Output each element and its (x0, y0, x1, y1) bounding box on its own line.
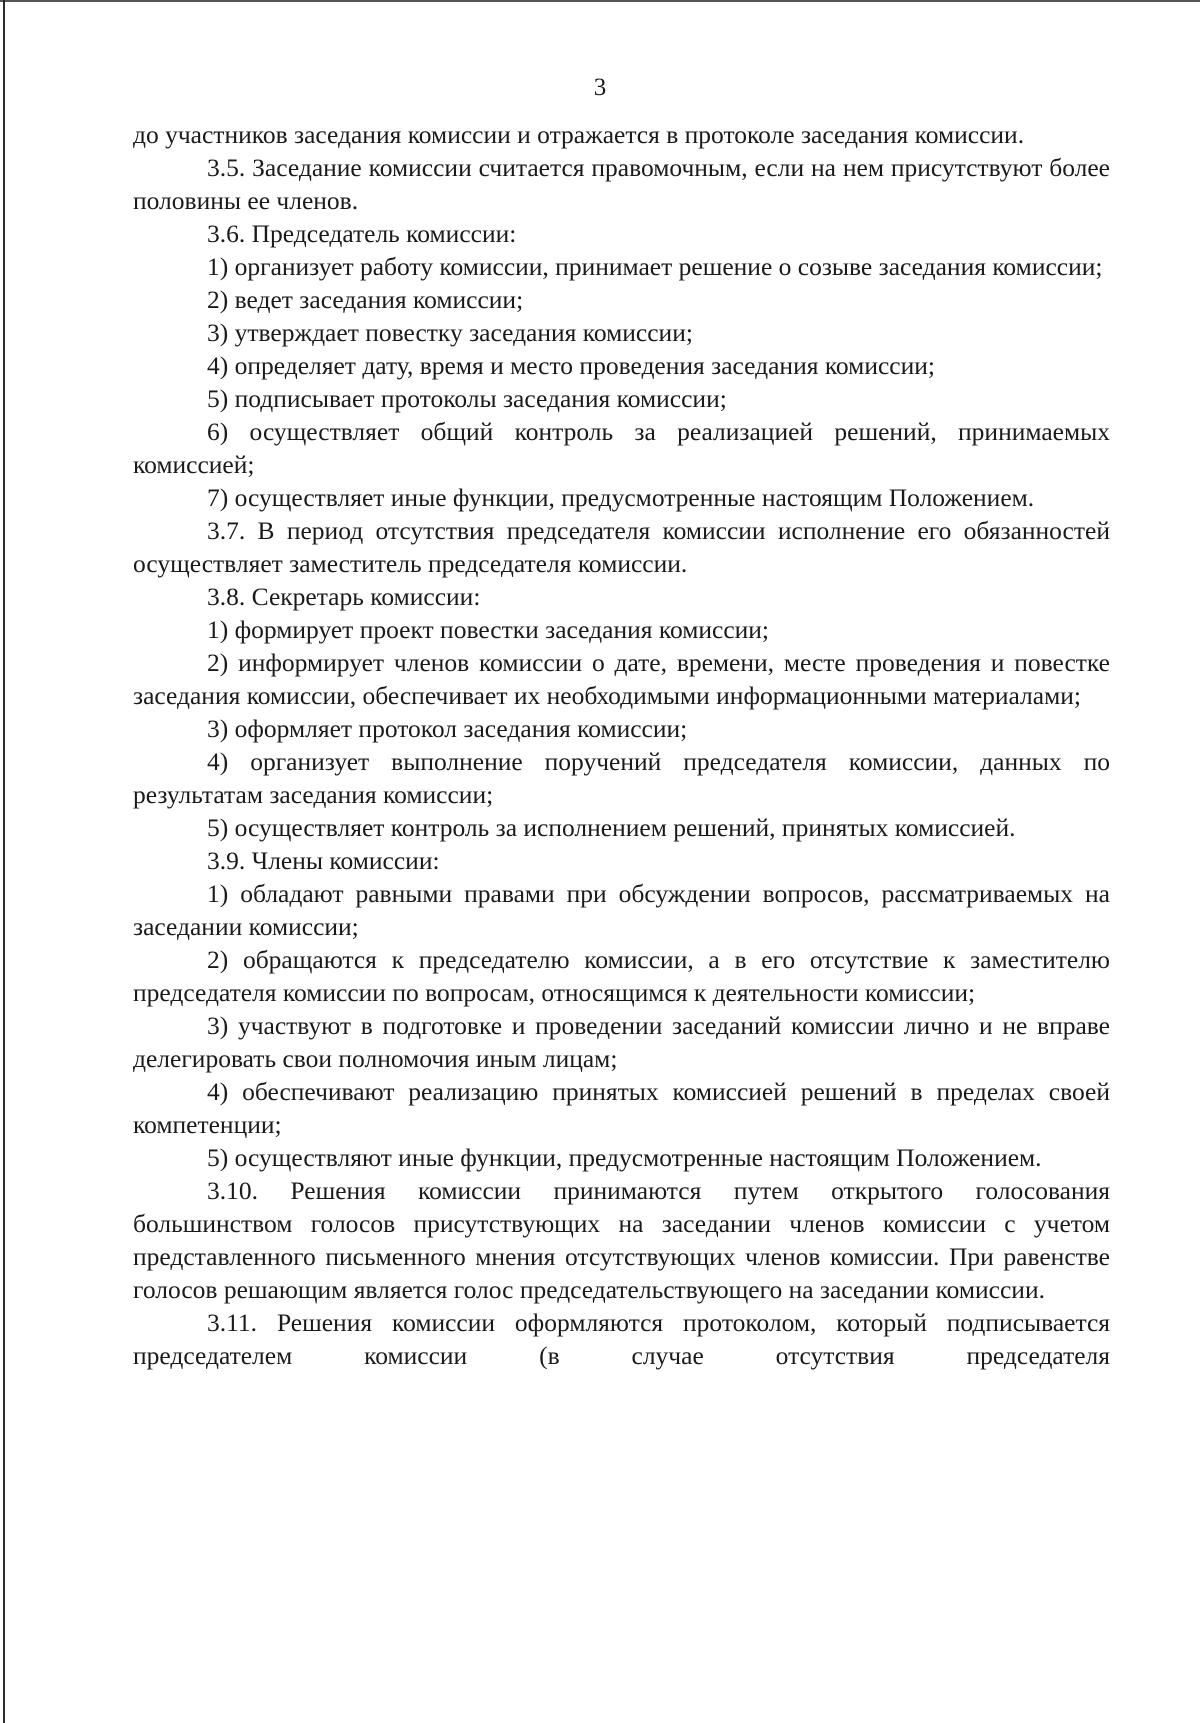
scan-edge-top (0, 0, 1200, 2)
list-item-3-6-6: 6) осуществляет общий контроль за реализацией решений, принимаемых комиссией; (133, 417, 1110, 479)
list-item-3-6-5: 5) подписывает протоколы заседания комиссии; (207, 384, 727, 413)
list-item-3-9-2: 2) обращаются к председателю комиссии, а в его отсутствие к заместителю председателя комиссии по вопросам, относящимся к деятельности комиссии; (133, 945, 1110, 1007)
list-item-3-6-2: 2) ведет заседания комиссии; (207, 285, 524, 314)
list-item-3-6-7: 7) осуществляет иные функции, предусмотренные настоящим Положением. (207, 483, 1035, 512)
paragraph-3-10: 3.10. Решения комиссии принимаются путем открытого голосования большинством голосов присутствующих на заседании членов комиссии с учетом представленного письменного мнения отсутствующих членов комиссии. При равенстве голосов решающим является голос председательствующего на заседании комиссии. (133, 1176, 1110, 1304)
paragraph-continuation: до участников заседания комиссии и отражается в протоколе заседания комиссии. (133, 120, 1025, 149)
list-item-3-9-5: 5) осуществляют иные функции, предусмотренные настоящим Положением. (207, 1143, 1042, 1172)
paragraph-3-9-heading: 3.9. Члены комиссии: (207, 846, 440, 875)
list-item-3-6-1: 1) организует работу комиссии, принимает решение о созыве заседания комиссии; (207, 252, 1103, 281)
paragraph-3-7: 3.7. В период отсутствия председателя комиссии исполнение его обязанностей осуществляет заместитель председателя комиссии. (133, 516, 1110, 578)
paragraph-3-6-heading: 3.6. Председатель комиссии: (207, 219, 517, 248)
paragraph-3-8-heading: 3.8. Секретарь комиссии: (207, 582, 481, 611)
list-item-3-9-3: 3) участвуют в подготовке и проведении заседаний комиссии лично и не вправе делегировать свои полномочия иным лицам; (133, 1011, 1110, 1073)
list-item-3-8-2: 2) информирует членов комиссии о дате, времени, месте проведения и повестке заседания комиссии, обеспечивает их необходимыми информационными материалами; (133, 648, 1110, 710)
list-item-3-8-3: 3) оформляет протокол заседания комиссии; (207, 714, 688, 743)
paragraph-3-11: 3.11. Решения комиссии оформляются протоколом, который подписывается председателем комиссии (в случае отсутствия председателя (133, 1308, 1110, 1370)
list-item-3-8-5: 5) осуществляет контроль за исполнением решений, принятых комиссией. (207, 813, 1016, 842)
list-item-3-8-1: 1) формирует проект повестки заседания комиссии; (207, 615, 770, 644)
list-item-3-9-4: 4) обеспечивают реализацию принятых комиссией решений в пределах своей компетенции; (133, 1077, 1110, 1139)
list-item-3-6-4: 4) определяет дату, время и место проведения заседания комиссии; (207, 351, 935, 380)
document-body (133, 118, 1110, 1372)
list-item-3-9-1: 1) обладают равными правами при обсуждении вопросов, рассматриваемых на заседании комиссии; (133, 879, 1110, 941)
paragraph-3-5: 3.5. Заседание комиссии считается правомочным, если на нем присутствуют более половины ее членов. (133, 153, 1110, 215)
list-item-3-6-3: 3) утверждает повестку заседания комиссии; (207, 318, 693, 347)
page-number: 3 (593, 74, 607, 101)
scan-edge-left (3, 0, 5, 1723)
list-item-3-8-4: 4) организует выполнение поручений председателя комиссии, данных по результатам заседания комиссии; (133, 747, 1110, 809)
